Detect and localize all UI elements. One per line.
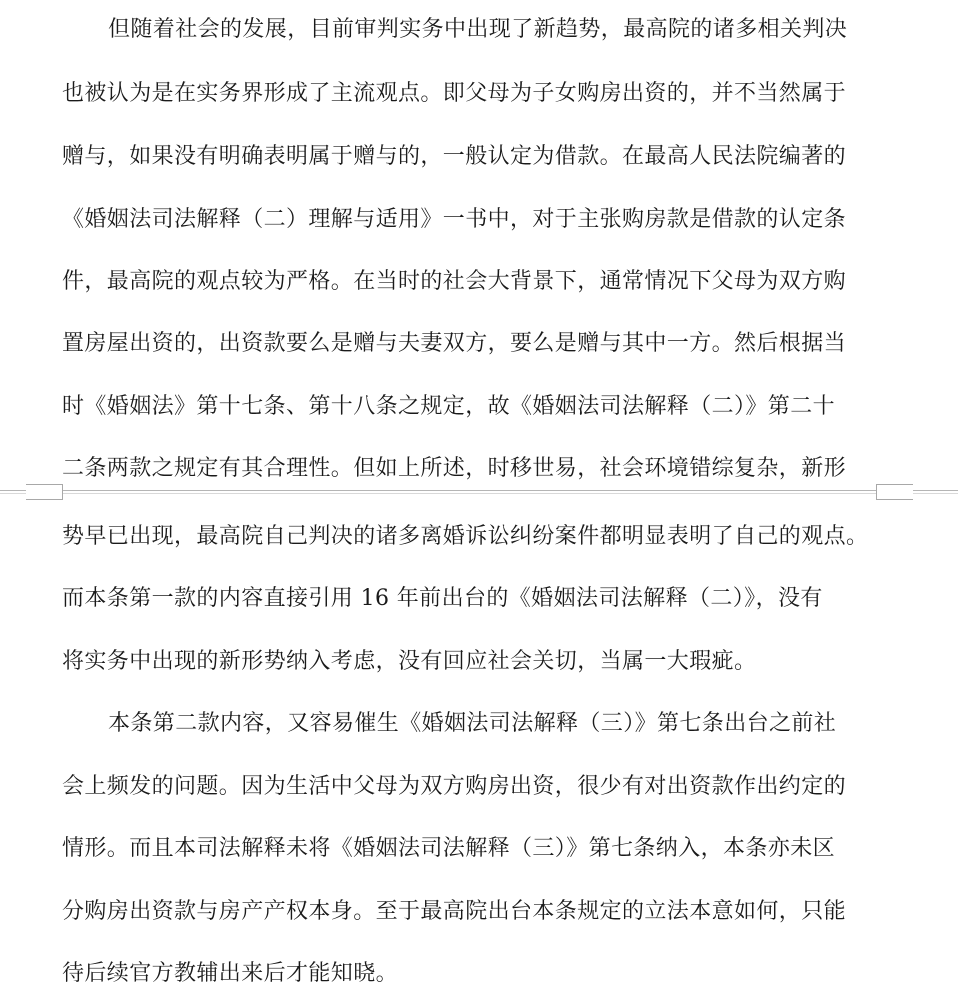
- text-line: 赠与，如果没有明确表明属于赠与的，一般认定为借款。在最高人民法院编著的: [62, 144, 847, 169]
- text-line: 将实务中出现的新形势纳入考虑，没有回应社会关切，当属一大瑕疵。: [62, 649, 757, 674]
- page-break-rule: [0, 493, 958, 494]
- page-break-rule: [0, 490, 958, 491]
- page-corner-mark-left: [26, 484, 63, 500]
- text-line: 二条两款之规定有其合理性。但如上所述，时移世易，社会环境错综复杂，新形: [62, 456, 847, 481]
- page-corner-mark-right: [876, 484, 913, 500]
- text-line: 而本条第一款的内容直接引用 16 年前出台的《婚姻法司法解释（二）》，没有: [62, 586, 823, 611]
- text-line: 情形。而且本司法解释未将《婚姻法司法解释（三）》第七条纳入，本条亦未区: [62, 836, 836, 861]
- text-line: 待后续官方教辅出来后才能知晓。: [62, 961, 399, 986]
- text-line: 但随着社会的发展，目前审判实务中出现了新趋势，最高院的诸多相关判决: [108, 17, 848, 42]
- text-line: 本条第二款内容，又容易催生《婚姻法司法解释（三）》第七条出台之前社: [108, 711, 837, 736]
- text-line: 时《婚姻法》第十七条、第十八条之规定，故《婚姻法司法解释（二）》第二十: [62, 394, 836, 419]
- text-line: 件，最高院的观点较为严格。在当时的社会大背景下，通常情况下父母为双方购: [62, 269, 847, 294]
- text-line: 《婚姻法司法解释（二）理解与适用》一书中，对于主张购房款是借款的认定条: [62, 207, 847, 232]
- text-line: 分购房出资款与房产产权本身。至于最高院出台本条规定的立法本意如何，只能: [62, 899, 847, 924]
- text-line: 置房屋出资的，出资款要么是赠与夫妻双方，要么是赠与其中一方。然后根据当: [62, 331, 847, 356]
- text-line: 势早已出现，最高院自己判决的诸多离婚诉讼纠纷案件都明显表明了自己的观点。: [62, 524, 869, 549]
- text-line: 会上频发的问题。因为生活中父母为双方购房出资，很少有对出资款作出约定的: [62, 774, 847, 799]
- text-line: 也被认为是在实务界形成了主流观点。即父母为子女购房出资的，并不当然属于: [62, 81, 847, 106]
- page-break: [0, 480, 958, 502]
